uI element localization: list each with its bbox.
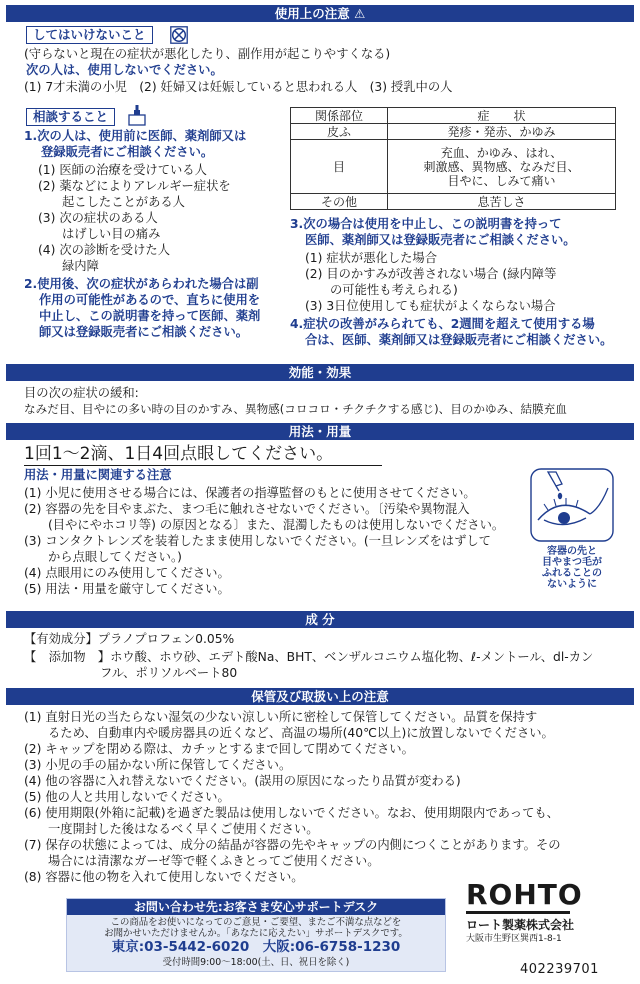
dosage-line: (1) 小児に使用させる場合には、保護者の指導監督のもとに使用させてください。 xyxy=(24,486,476,500)
contact-phones: 東京:03-5442-6020 大阪:06-6758-1230 xyxy=(111,939,401,955)
dosage-line: から点眼してください。) xyxy=(48,550,182,564)
storage-line: (8) 容器に他の物を入れて使用しないでください。 xyxy=(24,870,304,884)
prohibited-note: (守らないと現在の症状が悪化したり、副作用が起こりやすくなる) xyxy=(24,47,391,61)
prohibited-list: (1) 7才未満の小児 (2) 妊婦又は妊娠していると思われる人 (3) 授乳中の人 xyxy=(24,80,453,94)
consult-item4-line: 4.症状の改善がみられても、2週間を超えて使用する場 xyxy=(290,317,595,331)
consult-item3-sub: (3) 3日位使用しても症状がよくならない場合 xyxy=(305,299,556,313)
dosage-header: 用法・用量 xyxy=(6,423,634,440)
storage-line: (2) キャップを閉める際は、カチッとするまで回して閉めてください。 xyxy=(24,742,414,756)
storage-line: (4) 他の容器に入れ替えないでください。(誤用の原因になったり品質が変わる) xyxy=(24,774,461,788)
dosage-line: (2) 容器の先を目やまぶた、まつ毛に触れさせないでください。〔汚染や異物混入 xyxy=(24,502,470,516)
storage-header: 保管及び取扱い上の注意 xyxy=(6,688,634,705)
table-header-symptom: 症 状 xyxy=(388,108,616,124)
contact-box xyxy=(66,898,446,972)
storage-line: (3) 小児の手の届かない所に保管してください。 xyxy=(24,758,292,772)
storage-line: (1) 直射日光の当たらない湿気の少ない涼しい所に密栓して保管してください。品質を保持す xyxy=(24,710,538,724)
dosage-line: (目やにやホコリ等) の原因となる〕また、混濁したものは使用しないでください。 xyxy=(48,518,505,532)
table-cell-symptom xyxy=(388,140,616,194)
illustration-caption: ふれることの xyxy=(542,568,602,579)
effects-header: 効能・効果 xyxy=(6,364,634,381)
dosage-underline xyxy=(24,465,382,466)
table-cell-part: その他 xyxy=(291,194,388,210)
consult-item1-sub: 緑内障 xyxy=(62,259,99,273)
additives-line: フル、ポリソルベート80 xyxy=(100,666,238,680)
symptom-line: 充血、かゆみ、はれ、 xyxy=(440,145,563,160)
logo-underline xyxy=(466,911,570,914)
dosage-line: (4) 点眼用にのみ使用してください。 xyxy=(24,566,230,580)
storage-line: (5) 他の人と共用しないでください。 xyxy=(24,790,230,804)
dosage-main: 1回1〜2滴、1日4回点眼してください。 xyxy=(24,444,334,464)
consult-item3-sub: (2) 目のかすみが改善されない場合 (緑内障等 xyxy=(305,267,557,281)
consult-item1-sub: (4) 次の診断を受けた人 xyxy=(38,243,170,257)
dosage-line: (3) コンタクトレンズを装着したまま使用しないでください。(一旦レンズをはずして xyxy=(24,534,491,548)
additives-line: 【 添加物 】ホウ酸、ホウ砂、エデト酸Na、BHT、ベンザルコニウム塩化物、ℓ-メントール、dl-カン xyxy=(24,650,594,664)
prohibited-icon xyxy=(170,26,188,44)
consult-item2-line: 中止し、この説明書を持って医師、薬剤 xyxy=(39,309,261,323)
consult-item2-line: 師又は登録販売者にご相談ください。 xyxy=(39,325,249,339)
illustration-caption: 容器の先と xyxy=(547,546,597,557)
product-code: 402239701 xyxy=(520,962,599,977)
storage-line: (6) 使用期限(外箱に記載)を過ぎた製品は使用しないでください。なお、使用期限内であっても、 xyxy=(24,806,559,820)
consult-item1-line1: 1.次の人は、使用前に医師、薬剤師又は xyxy=(24,129,247,143)
consult-item3-sub: (1) 症状が悪化した場合 xyxy=(305,251,437,265)
consult-item3-line: 3.次の場合は使用を中止し、この説明書を持って xyxy=(290,217,562,231)
storage-line: (7) 保存の状態によっては、成分の結晶が容器の先やキャップの内側につくことがあります。その xyxy=(24,838,561,852)
table-cell-symptom: 発疹・発赤、かゆみ xyxy=(388,124,616,140)
dosage-line: (5) 用法・用量を厳守してください。 xyxy=(24,582,230,596)
illustration-caption: ないように xyxy=(547,579,597,590)
symptom-line: 刺激感、異物感、なみだ目、 xyxy=(423,159,580,174)
consult-item1-sub: (3) 次の症状のある人 xyxy=(38,211,158,225)
consult-item2-line: 作用の可能性があるので、直ちに使用を xyxy=(39,293,261,307)
table-cell-part: 皮ふ xyxy=(291,124,388,140)
consult-item3-sub: の可能性も考えられる) xyxy=(330,283,458,297)
consult-item4-line: 合は、医師、薬剤師又は登録販売者にご相談ください。 xyxy=(305,333,613,347)
dosage-related-header: 用法・用量に関連する注意 xyxy=(24,468,172,482)
consult-item1-sub: (1) 医師の治療を受けている人 xyxy=(38,163,207,177)
consult-item1-sub: はげしい目の痛み xyxy=(62,227,161,241)
effects-line: 目の次の症状の緩和: xyxy=(24,386,139,400)
eye-drop-illustration xyxy=(530,468,614,542)
consult-header: 相談すること xyxy=(26,108,115,126)
contact-line: お聞かせいただけませんか。「あなたに応えたい」サポートデスクです。 xyxy=(104,928,408,939)
storage-line: 場合には清潔なガーゼ等で軽くふきとってご使用ください。 xyxy=(48,854,380,868)
consult-item1-sub: (2) 薬などによりアレルギー症状を xyxy=(38,179,231,193)
contact-line: この商品をお使いになってのご意見・ご要望、またご不満な点などを xyxy=(110,917,402,928)
symptom-line: 目やに、しみて痛い xyxy=(447,173,556,188)
contact-hours: 受付時間9:00〜18:00(土、日、祝日を除く) xyxy=(162,957,350,968)
table-header-part: 関係部位 xyxy=(291,108,388,124)
prohibited-header: してはいけないこと xyxy=(26,26,153,44)
table-cell-symptom: 息苦しさ xyxy=(388,194,616,210)
symptom-table xyxy=(290,107,616,210)
usage-cautions-header: 使用上の注意 ⚠ xyxy=(6,5,634,22)
storage-line: るため、自動車内や暖房器具の近くなど、高温の場所(40℃以上)に放置しないでください。 xyxy=(48,726,554,740)
active-ingredient: 【有効成分】プラノプロフェン0.05% xyxy=(24,632,235,646)
illustration-caption: 目やまつ毛が xyxy=(542,557,602,568)
consult-item1-line2: 登録販売者にご相談ください。 xyxy=(41,145,214,159)
company-logo: ROHTO xyxy=(466,878,583,911)
effects-line: なみだ目、目やにの多い時の目のかすみ、異物感(コロコロ・チクチクする感じ)、目のかゆみ、結膜充血 xyxy=(24,402,567,416)
consult-item1-sub: 起こしたことがある人 xyxy=(62,195,185,209)
storage-line: 一度開封した後はなるべく早くご使用ください。 xyxy=(48,822,319,836)
prohibited-lead: 次の人は、使用しないでください。 xyxy=(26,63,223,77)
bottle-icon xyxy=(128,104,146,126)
contact-header: お問い合わせ先:お客さま安心サポートデスク xyxy=(67,899,445,915)
company-address: 大阪市生野区巽西1-8-1 xyxy=(466,934,562,944)
ingredients-header: 成 分 xyxy=(6,611,634,628)
company-name: ロート製薬株式会社 xyxy=(466,918,575,932)
consult-item3-line: 医師、薬剤師又は登録販売者にご相談ください。 xyxy=(305,233,576,247)
consult-item2-line: 2.使用後、次の症状があらわれた場合は副 xyxy=(24,277,259,291)
table-cell-part: 目 xyxy=(291,140,388,194)
